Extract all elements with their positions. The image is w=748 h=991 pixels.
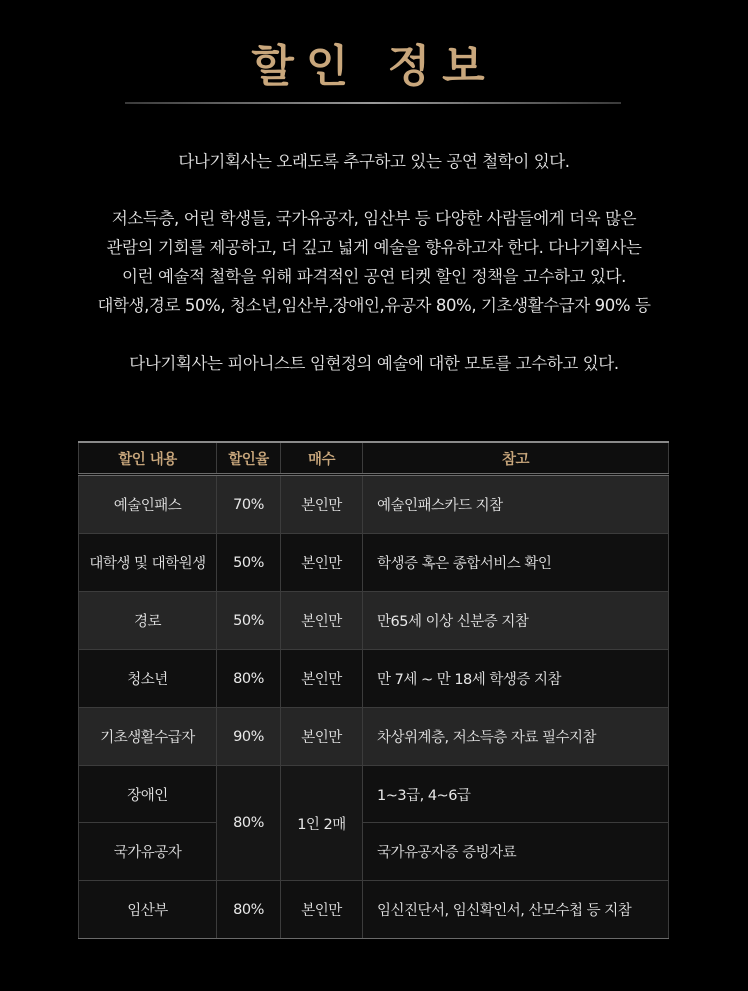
page-title: 할인 정보: [251, 41, 497, 92]
cell-item: 장애인: [79, 766, 217, 823]
table-row: [79, 650, 669, 708]
intro-line: 관람의 기회를 제공하고, 더 깊고 넓게 예술을 향유하고자 한다. 다나기획사는: [106, 238, 642, 257]
header-note: 참고: [363, 442, 669, 475]
header-discount-item: 할인 내용: [79, 442, 217, 475]
cell-note: 예술인패스카드 지참: [363, 475, 669, 534]
table-row: [79, 823, 669, 881]
intro-paragraph-2: [40, 204, 708, 320]
cell-item: 국가유공자: [79, 823, 217, 881]
intro-line: 다나기획사는 오래도록 추구하고 있는 공연 철학이 있다.: [178, 152, 570, 171]
cell-note: 차상위계층, 저소득층 자료 필수지참: [363, 708, 669, 766]
cell-qty: 1인 2매: [281, 766, 363, 881]
cell-qty: 본인만: [281, 708, 363, 766]
cell-rate: 80%: [217, 881, 281, 939]
intro-paragraph-1: [40, 147, 708, 176]
cell-rate: 90%: [217, 708, 281, 766]
cell-item: 청소년: [79, 650, 217, 708]
cell-qty: 본인만: [281, 534, 363, 592]
cell-note: 만65세 이상 신분증 지참: [363, 592, 669, 650]
table-header-row: [79, 442, 669, 475]
cell-item: 경로: [79, 592, 217, 650]
intro-line: 다나기획사는 피아니스트 임현정의 예술에 대한 모토를 고수하고 있다.: [129, 354, 619, 373]
cell-item: 대학생 및 대학원생: [79, 534, 217, 592]
cell-item: 임산부: [79, 881, 217, 939]
cell-note: 만 7세 ~ 만 18세 학생증 지참: [363, 650, 669, 708]
table-row: [79, 708, 669, 766]
table-row: [79, 766, 669, 823]
intro-line: 저소득층, 어린 학생들, 국가유공자, 임산부 등 다양한 사람들에게 더욱 많은: [111, 209, 637, 228]
discount-table: [78, 441, 669, 939]
cell-item: 기초생활수급자: [79, 708, 217, 766]
intro-paragraph-3: [40, 349, 708, 378]
cell-note: 국가유공자증 증빙자료: [363, 823, 669, 881]
intro-line: 이런 예술적 철학을 위해 파격적인 공연 티켓 할인 정책을 고수하고 있다.: [122, 267, 626, 286]
title-divider: [125, 102, 621, 104]
cell-note: 임신진단서, 임신확인서, 산모수첩 등 지참: [363, 881, 669, 939]
table-row: [79, 475, 669, 534]
table-row: [79, 534, 669, 592]
table-row: [79, 881, 669, 939]
cell-qty: 본인만: [281, 475, 363, 534]
cell-rate: 70%: [217, 475, 281, 534]
table-row: [79, 592, 669, 650]
cell-qty: 본인만: [281, 592, 363, 650]
cell-rate: 50%: [217, 534, 281, 592]
intro-line: 대학생,경로 50%, 청소년,임산부,장애인,유공자 80%, 기초생활수급자 90% 등: [97, 296, 651, 315]
cell-rate: 80%: [217, 650, 281, 708]
cell-rate: 80%: [217, 766, 281, 881]
header-quantity: 매수: [281, 442, 363, 475]
cell-rate: 50%: [217, 592, 281, 650]
cell-note: 학생증 혹은 종합서비스 확인: [363, 534, 669, 592]
cell-item: 예술인패스: [79, 475, 217, 534]
cell-qty: 본인만: [281, 650, 363, 708]
cell-note: 1~3급, 4~6급: [363, 766, 669, 823]
header-discount-rate: 할인율: [217, 442, 281, 475]
cell-qty: 본인만: [281, 881, 363, 939]
